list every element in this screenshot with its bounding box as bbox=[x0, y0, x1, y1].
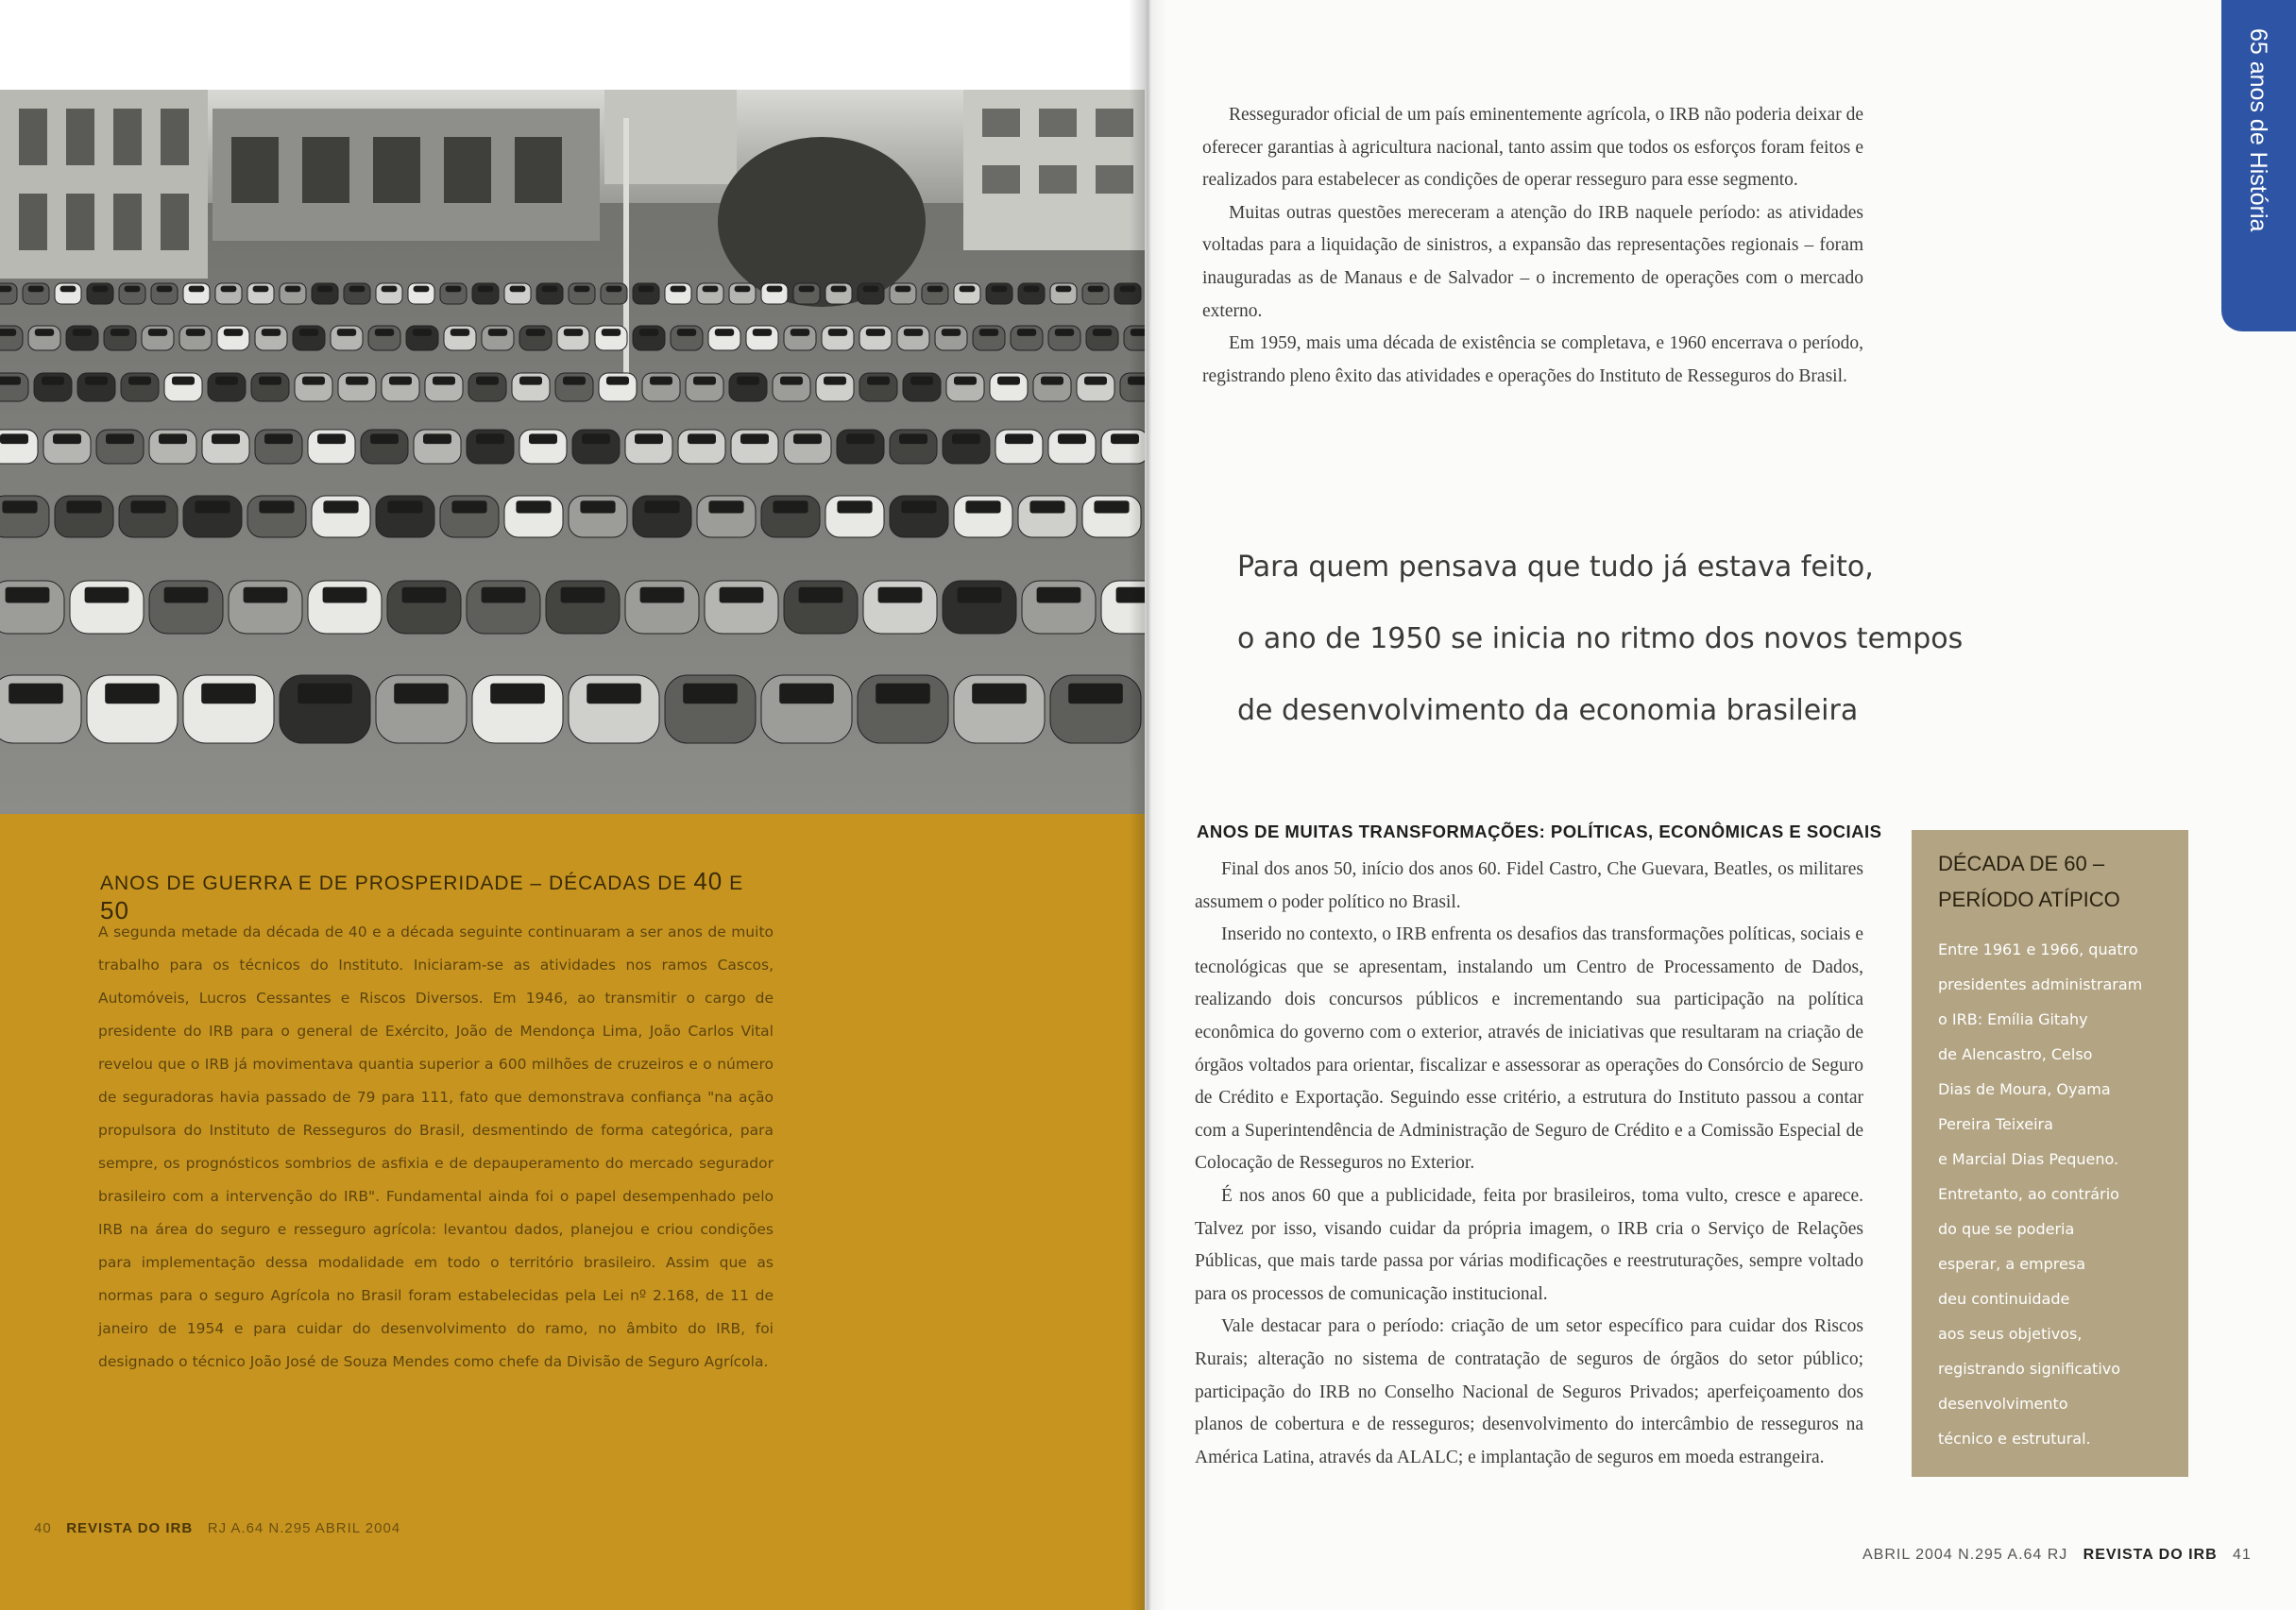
car-window bbox=[1024, 286, 1040, 293]
car-window bbox=[446, 286, 462, 293]
section-paragraph: É nos anos 60 que a publicidade, feita por brasileiros, toma vulto, cresce e aparece. Talvez por isso, visando cuidar da própria imagem, o IRB cria o Serviço de Relações Públicas, que mais tarde passa por várias modificações e reestruturações, sempre voltado para os processos de comunicação institucional. bbox=[1195, 1185, 1863, 1304]
car-window bbox=[451, 329, 469, 336]
car-window bbox=[337, 329, 356, 336]
car-window bbox=[451, 500, 486, 513]
car-window bbox=[0, 377, 21, 385]
car-window bbox=[866, 329, 885, 336]
car-window bbox=[476, 377, 499, 385]
car-window bbox=[606, 286, 622, 293]
car-window bbox=[164, 587, 209, 603]
car-window bbox=[1058, 433, 1086, 444]
car-window bbox=[1037, 587, 1081, 603]
car-window bbox=[740, 433, 769, 444]
car-window bbox=[423, 433, 451, 444]
car-window bbox=[482, 587, 526, 603]
car-window bbox=[0, 286, 11, 293]
car-window bbox=[215, 377, 238, 385]
car-window bbox=[526, 329, 545, 336]
pull-quote-line: o ano de 1950 se inicia no ritmo dos novos tempos bbox=[1237, 622, 1964, 655]
car-window bbox=[639, 329, 658, 336]
folio-left: 40 REVISTA DO IRB RJ A.64 N.295 ABRIL 2004 bbox=[34, 1520, 401, 1536]
car-window bbox=[1055, 329, 1074, 336]
car-window bbox=[1093, 329, 1112, 336]
car-window bbox=[677, 329, 696, 336]
car-window bbox=[42, 377, 64, 385]
car-window bbox=[715, 329, 734, 336]
intro-text bbox=[1202, 99, 1863, 393]
section-paragraph: Inserido no contexto, o IRB enfrenta os desafios das transformações políticas, sociais e tecnológicas que se apresentam, instalando um Centro de Processamento de Dados, realizando dois concursos públicos e incrementando sua participação na política econômica do governo com o exterior, através de iniciativas que resultaram na criação de órgãos voltados para orientar, fiscalizar e assessorar as operações do Consórcio de Seguro de Crédito e Exportação. Seguindo esse critério, a estrutura do Instituto passou a contar com a Superintendência de Administração de Seguro de Crédito e a Comissão Especial de Colocação de Resseguros no Exterior. bbox=[1195, 924, 1863, 1174]
car-window bbox=[1029, 500, 1064, 513]
car-window bbox=[259, 500, 294, 513]
car-window bbox=[1017, 329, 1036, 336]
car-window bbox=[402, 587, 447, 603]
car-window bbox=[876, 684, 930, 704]
car-window bbox=[201, 684, 256, 704]
car-window bbox=[793, 433, 822, 444]
car-window bbox=[965, 500, 1000, 513]
intro-paragraph: Ressegurador oficial de um país eminentemente agrícola, o IRB não poderia deixar de oferecer garantias à agricultura nacional, tanto assim que todos os esforços foram feitos e realizados para estabelecer as condições de operar resseguro para esse segmento. bbox=[1202, 105, 1863, 191]
car-window bbox=[910, 377, 933, 385]
car-window bbox=[413, 329, 432, 336]
car-window bbox=[298, 684, 352, 704]
car-window bbox=[773, 500, 808, 513]
car-window bbox=[979, 329, 998, 336]
left-body-text bbox=[98, 916, 774, 1379]
car-window bbox=[753, 329, 772, 336]
car-window bbox=[846, 433, 875, 444]
car-window bbox=[1056, 286, 1072, 293]
car-window bbox=[952, 433, 980, 444]
car-window bbox=[516, 500, 551, 513]
car-window bbox=[582, 433, 610, 444]
car-window bbox=[799, 587, 843, 603]
car-window bbox=[580, 500, 615, 513]
car-window bbox=[2, 500, 37, 513]
car-window bbox=[60, 286, 77, 293]
car-window bbox=[323, 500, 358, 513]
car-window bbox=[828, 329, 847, 336]
car-window bbox=[942, 329, 961, 336]
car-window bbox=[148, 329, 167, 336]
car-window bbox=[901, 500, 936, 513]
car-window bbox=[960, 286, 976, 293]
car-window bbox=[85, 377, 108, 385]
folio-right: ABRIL 2004 N.295 A.64 RJ REVISTA DO IRB 41 bbox=[1862, 1547, 2252, 1563]
intro-paragraph: Em 1959, mais uma década de existência se completava, e 1960 encerrava o período, registrando pleno êxito das atividades e operações do Instituto de Resseguros do Brasil. bbox=[1202, 333, 1863, 386]
pull-quote bbox=[1237, 532, 2087, 747]
car-window bbox=[640, 587, 685, 603]
car-window bbox=[638, 286, 655, 293]
car-window bbox=[262, 329, 281, 336]
car-window bbox=[130, 500, 165, 513]
car-window bbox=[85, 587, 129, 603]
page-gutter bbox=[1129, 0, 1166, 1610]
car-window bbox=[671, 286, 687, 293]
car-window bbox=[824, 377, 846, 385]
car-window bbox=[767, 286, 783, 293]
car-window bbox=[244, 587, 288, 603]
section-paragraph: Vale destacar para o período: criação de um setor específico para cuidar dos Riscos Rurais; alteração no sistema de contratação de seguros de órgãos do setor público; participação do IRB no Conselho Nacional de Seguros Privados; aperfeiçoamento dos planos de cobertura e de resseguros; desenvolvimento do intercâmbio de resseguros na América Latina, através da ALALC; e implantação de seguros em moeda estrangeira. bbox=[1195, 1316, 1863, 1467]
car-window bbox=[972, 684, 1027, 704]
car-window bbox=[867, 377, 890, 385]
car-window bbox=[780, 377, 803, 385]
car-window bbox=[703, 286, 719, 293]
car-window bbox=[387, 500, 422, 513]
car-window bbox=[1084, 377, 1107, 385]
car-window bbox=[9, 684, 63, 704]
car-window bbox=[195, 500, 230, 513]
car-window bbox=[1088, 286, 1104, 293]
car-window bbox=[476, 433, 504, 444]
car-window bbox=[93, 286, 109, 293]
car-window bbox=[73, 329, 92, 336]
car-window bbox=[186, 329, 205, 336]
car-window bbox=[1094, 500, 1129, 513]
right-section-title: ANOS DE MUITAS TRANSFORMAÇÕES: POLÍTICAS, ECONÔMICAS E SOCIAIS bbox=[1197, 822, 1882, 841]
intro-paragraph: Muitas outras questões mereceram a atenção do IRB naquele período: as atividades voltadas para a liquidação de sinistros, a expansão das representações regionais – foram inauguradas as de Manaus e de Salvador – o incremento de operações com o mercado externo. bbox=[1202, 202, 1863, 321]
car-window bbox=[561, 587, 605, 603]
car-window bbox=[433, 377, 455, 385]
car-window bbox=[895, 286, 911, 293]
car-window bbox=[529, 433, 557, 444]
car-window bbox=[414, 286, 430, 293]
car-window bbox=[563, 377, 586, 385]
section-tab-label: 65 anos de História bbox=[2245, 28, 2271, 232]
car-window bbox=[863, 286, 879, 293]
car-window bbox=[35, 329, 54, 336]
car-window bbox=[490, 684, 545, 704]
car-window bbox=[904, 329, 923, 336]
car-window bbox=[693, 377, 716, 385]
car-window bbox=[189, 286, 205, 293]
car-window bbox=[264, 433, 293, 444]
car-window bbox=[259, 377, 281, 385]
car-window bbox=[389, 377, 412, 385]
car-window bbox=[382, 286, 398, 293]
pull-quote-line: Para quem pensava que tudo já estava feito, bbox=[1237, 551, 1874, 584]
car-window bbox=[346, 377, 368, 385]
car-window bbox=[997, 377, 1020, 385]
car-window bbox=[488, 329, 507, 336]
car-window bbox=[799, 286, 815, 293]
car-window bbox=[542, 286, 558, 293]
car-window bbox=[1068, 684, 1123, 704]
car-window bbox=[735, 286, 751, 293]
section-paragraph: Final dos anos 50, início dos anos 60. Fidel Castro, Che Guevara, Beatles, os militares assumem o poder político no Brasil. bbox=[1195, 859, 1863, 912]
car-window bbox=[370, 433, 399, 444]
car-window bbox=[574, 286, 590, 293]
car-window bbox=[212, 433, 240, 444]
car-window bbox=[302, 377, 325, 385]
car-window bbox=[683, 684, 738, 704]
car-window bbox=[635, 433, 663, 444]
car-window bbox=[899, 433, 927, 444]
car-window bbox=[224, 329, 243, 336]
car-window bbox=[317, 286, 333, 293]
car-window bbox=[478, 286, 494, 293]
car-window bbox=[221, 286, 237, 293]
car-window bbox=[708, 500, 743, 513]
car-window bbox=[737, 377, 759, 385]
left-paragraph: A segunda metade da década de 40 e a década seguinte continuaram a ser anos de muito trabalho para os técnicos do Instituto. Iniciaram-se as atividades nos ramos Cascos, Automóveis, Lucros Cessantes e Riscos Diversos. Em 1946, ao transmitir o cargo de presidente do IRB para o general de Exército, João de Mendonça Lima, João Carlos Vital revelou que o IRB já movimentava quantia superior a 600 milhões de cruzeiros e o número de seguradoras havia passado de 79 para 111, fato que demonstrava confiança "na ação propulsora do Instituto de Resseguros do Brasil, desmentindo de forma categórica, para sempre, os prognósticos sombrios de asfixia e de depauperamento do mercado segurador brasileiro com a intervenção do IRB". Fundamental ainda foi o papel desempenhado pelo IRB na área do seguro e resseguro agrícola: levantou dados, planejou e criou condições para implementação dessa modalidade em todo o território brasileiro. Assim que as normas para o seguro Agrícola no Brasil foram estabelecidas pela Lei nº 2.168, de 11 de janeiro de 1954 e para cuidar do desenvolvimento do ramo, no âmbito do IRB, foi designado o técnico João José de Souza Mendes como chefe da Divisão de Seguro Agrícola. bbox=[98, 924, 774, 1370]
car-window bbox=[159, 433, 187, 444]
car-window bbox=[253, 286, 269, 293]
car-window bbox=[323, 587, 367, 603]
section-text bbox=[1195, 854, 1863, 1474]
car-window bbox=[285, 286, 301, 293]
car-window bbox=[587, 684, 641, 704]
pull-quote-line: de desenvolvimento da economia brasileira bbox=[1237, 694, 1859, 727]
car-window bbox=[53, 433, 81, 444]
car-window bbox=[650, 377, 672, 385]
car-window bbox=[791, 329, 809, 336]
sidebar-title: DÉCADA DE 60 – PERÍODO ATÍPICO bbox=[1938, 852, 2120, 911]
car-window bbox=[66, 500, 101, 513]
car-window bbox=[927, 286, 944, 293]
car-window bbox=[111, 329, 129, 336]
car-window bbox=[394, 684, 449, 704]
car-window bbox=[688, 433, 716, 444]
car-window bbox=[0, 433, 28, 444]
car-window bbox=[106, 433, 134, 444]
parking-lot-photo bbox=[0, 90, 1145, 817]
car-window bbox=[519, 377, 542, 385]
car-window bbox=[128, 377, 151, 385]
car-window bbox=[172, 377, 195, 385]
car-window bbox=[157, 286, 173, 293]
car-window bbox=[125, 286, 141, 293]
car-window bbox=[831, 286, 847, 293]
left-section-title: ANOS DE GUERRA E DE PROSPERIDADE – DÉCADAS DE 40 E 50 bbox=[100, 867, 744, 924]
car-window bbox=[779, 684, 834, 704]
car-window bbox=[6, 587, 50, 603]
car-window bbox=[644, 500, 679, 513]
car-window bbox=[1041, 377, 1063, 385]
car-window bbox=[954, 377, 977, 385]
car-window bbox=[0, 329, 16, 336]
car-window bbox=[299, 329, 318, 336]
sidebar-body: Entre 1961 e 1966, quatro presidentes administraram o IRB: Emília Gitahy de Alencastro, Celso Dias de Moura, Oyama Pereira Teixeira e Marcial Dias Pequeno. Entretanto, ao contrário do que se poderia esperar, a empresa deu continuidade aos seus objetivos, registrando significativo desenvolvimento técnico e estrutural. bbox=[1938, 941, 2143, 1448]
car-window bbox=[1005, 433, 1033, 444]
car-window bbox=[317, 433, 346, 444]
car-window bbox=[28, 286, 44, 293]
car-window bbox=[837, 500, 872, 513]
car-window bbox=[375, 329, 394, 336]
car-window bbox=[349, 286, 366, 293]
car-window bbox=[992, 286, 1008, 293]
car-window bbox=[606, 377, 629, 385]
car-window bbox=[878, 587, 923, 603]
car-window bbox=[564, 329, 583, 336]
car-window bbox=[720, 587, 764, 603]
car-window bbox=[958, 587, 1002, 603]
car-window bbox=[105, 684, 160, 704]
car-window bbox=[602, 329, 621, 336]
car-window bbox=[510, 286, 526, 293]
